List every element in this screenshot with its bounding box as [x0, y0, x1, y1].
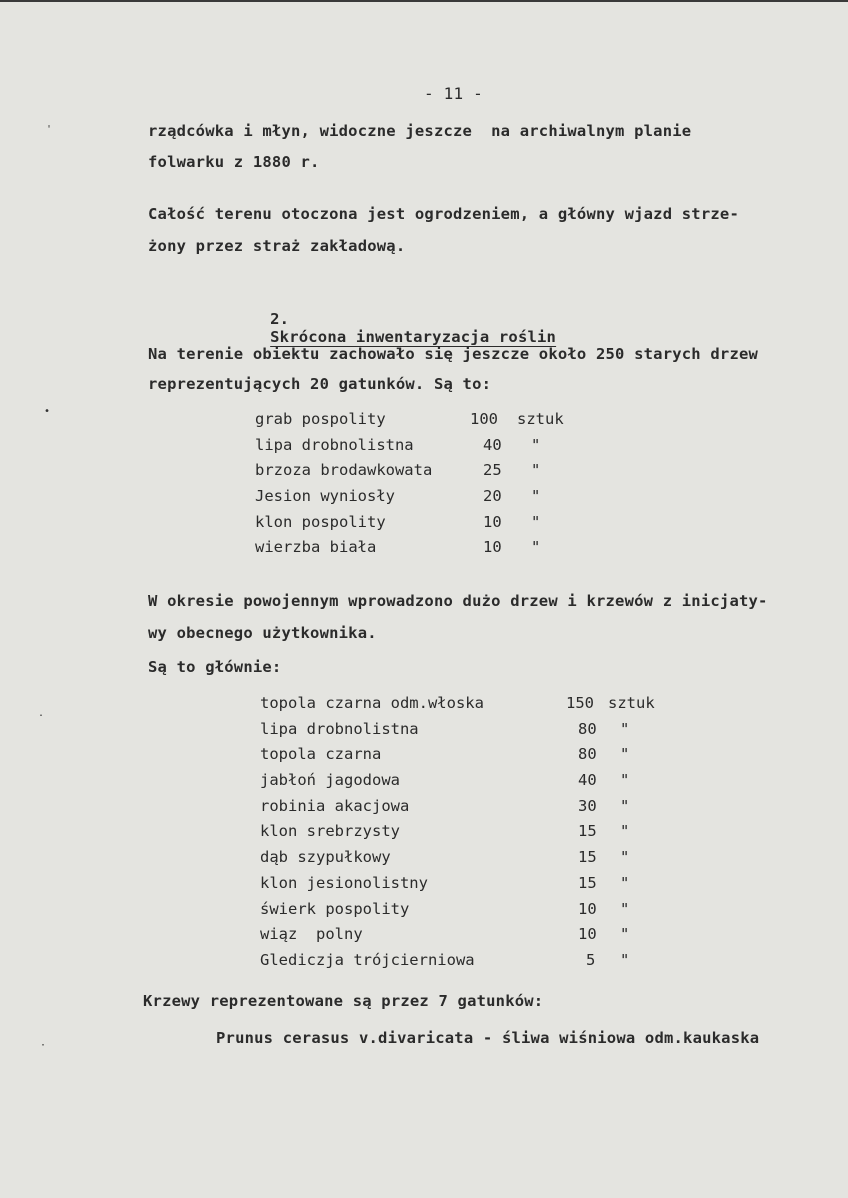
paragraph-line: żony przez straż zakładową. — [148, 237, 406, 255]
tree-name: lipa drobnolistna — [260, 719, 419, 738]
tree-name: dąb szypułkowy — [260, 848, 391, 867]
tree-count: 80 — [578, 719, 597, 738]
tree-unit: sztuk — [517, 410, 564, 428]
tree-unit: " — [620, 719, 630, 738]
margin-mark: · — [40, 1040, 47, 1051]
tree-name: brzoza brodawkowata — [255, 461, 433, 480]
paragraph-line: Na terenie obiektu zachowało się jeszcze około 250 starych drzew — [148, 345, 759, 363]
tree-name: grab pospolity — [255, 410, 386, 428]
tree-count: 150 — [566, 694, 594, 712]
tree-unit: sztuk — [608, 694, 655, 712]
tree-unit: " — [531, 538, 541, 557]
margin-mark: . — [38, 708, 45, 719]
tree-count: 10 — [578, 925, 597, 944]
tree-name: Jesion wyniosły — [255, 487, 395, 506]
tree-name: klon pospolity — [255, 512, 386, 531]
tree-unit: " — [620, 899, 630, 918]
tree-unit: " — [620, 822, 630, 841]
tree-count: 10 — [578, 899, 597, 918]
tree-unit: " — [531, 487, 541, 506]
tree-name: Glediczja trójcierniowa — [260, 950, 475, 969]
tree-count: 20 — [483, 487, 502, 506]
paragraph-line: folwarku z 1880 r. — [148, 153, 320, 171]
tree-count: 40 — [483, 435, 502, 454]
tree-unit: " — [620, 848, 630, 867]
paragraph-line: Prunus cerasus v.divaricata - śliwa wiśniowa odm.kaukaska — [216, 1029, 760, 1047]
tree-name: jabłoń jagodowa — [260, 771, 400, 790]
margin-mark: • — [44, 406, 51, 417]
paragraph-line: rządcówka i młyn, widoczne jeszcze na archiwalnym planie — [148, 122, 692, 140]
section-title: Skrócona inwentaryzacja roślin — [270, 328, 557, 346]
tree-count: 10 — [483, 538, 502, 557]
tree-name: robinia akacjowa — [260, 796, 410, 815]
tree-count: 15 — [578, 822, 597, 841]
tree-unit: " — [620, 771, 630, 790]
paragraph-line: Krzewy reprezentowane są przez 7 gatunków: — [143, 992, 544, 1010]
paragraph-line: Całość terenu otoczona jest ogrodzeniem, a główny wjazd strze- — [148, 205, 739, 223]
tree-unit: " — [531, 435, 541, 454]
tree-name: topola czarna odm.włoska — [260, 694, 484, 712]
tree-count: 15 — [578, 848, 597, 867]
tree-count: 25 — [483, 461, 502, 480]
tree-count: 10 — [483, 512, 502, 531]
section-number: 2. — [270, 310, 290, 328]
tree-count: 100 — [470, 410, 498, 428]
tree-count: 15 — [578, 873, 597, 892]
tree-name: topola czarna — [260, 745, 382, 764]
paragraph-line: wy obecnego użytkownika. — [148, 624, 377, 642]
tree-unit: " — [620, 950, 630, 969]
tree-unit: " — [620, 745, 630, 764]
tree-name: wiąz polny — [260, 925, 363, 944]
tree-count: 5 — [586, 950, 596, 969]
paragraph-line: reprezentujących 20 gatunków. Są to: — [148, 375, 492, 393]
paragraph-line: W okresie powojennym wprowadzono dużo drzew i krzewów z inicjaty- — [148, 592, 768, 610]
tree-count: 80 — [578, 745, 597, 764]
tree-count: 30 — [578, 796, 597, 815]
tree-unit: " — [620, 796, 630, 815]
tree-count: 40 — [578, 771, 597, 790]
paragraph-line: Są to głównie: — [148, 658, 282, 676]
tree-unit: " — [531, 461, 541, 480]
tree-name: klon jesionolistny — [260, 873, 428, 892]
tree-unit: " — [620, 925, 630, 944]
tree-name: lipa drobnolistna — [255, 435, 414, 454]
page-number: - 11 - — [424, 84, 483, 103]
margin-mark: ' — [46, 124, 53, 135]
tree-name: świerk pospolity — [260, 899, 410, 918]
tree-unit: " — [620, 873, 630, 892]
tree-name: klon srebrzysty — [260, 822, 400, 841]
tree-unit: " — [531, 512, 541, 531]
tree-name: wierzba biała — [255, 538, 377, 557]
